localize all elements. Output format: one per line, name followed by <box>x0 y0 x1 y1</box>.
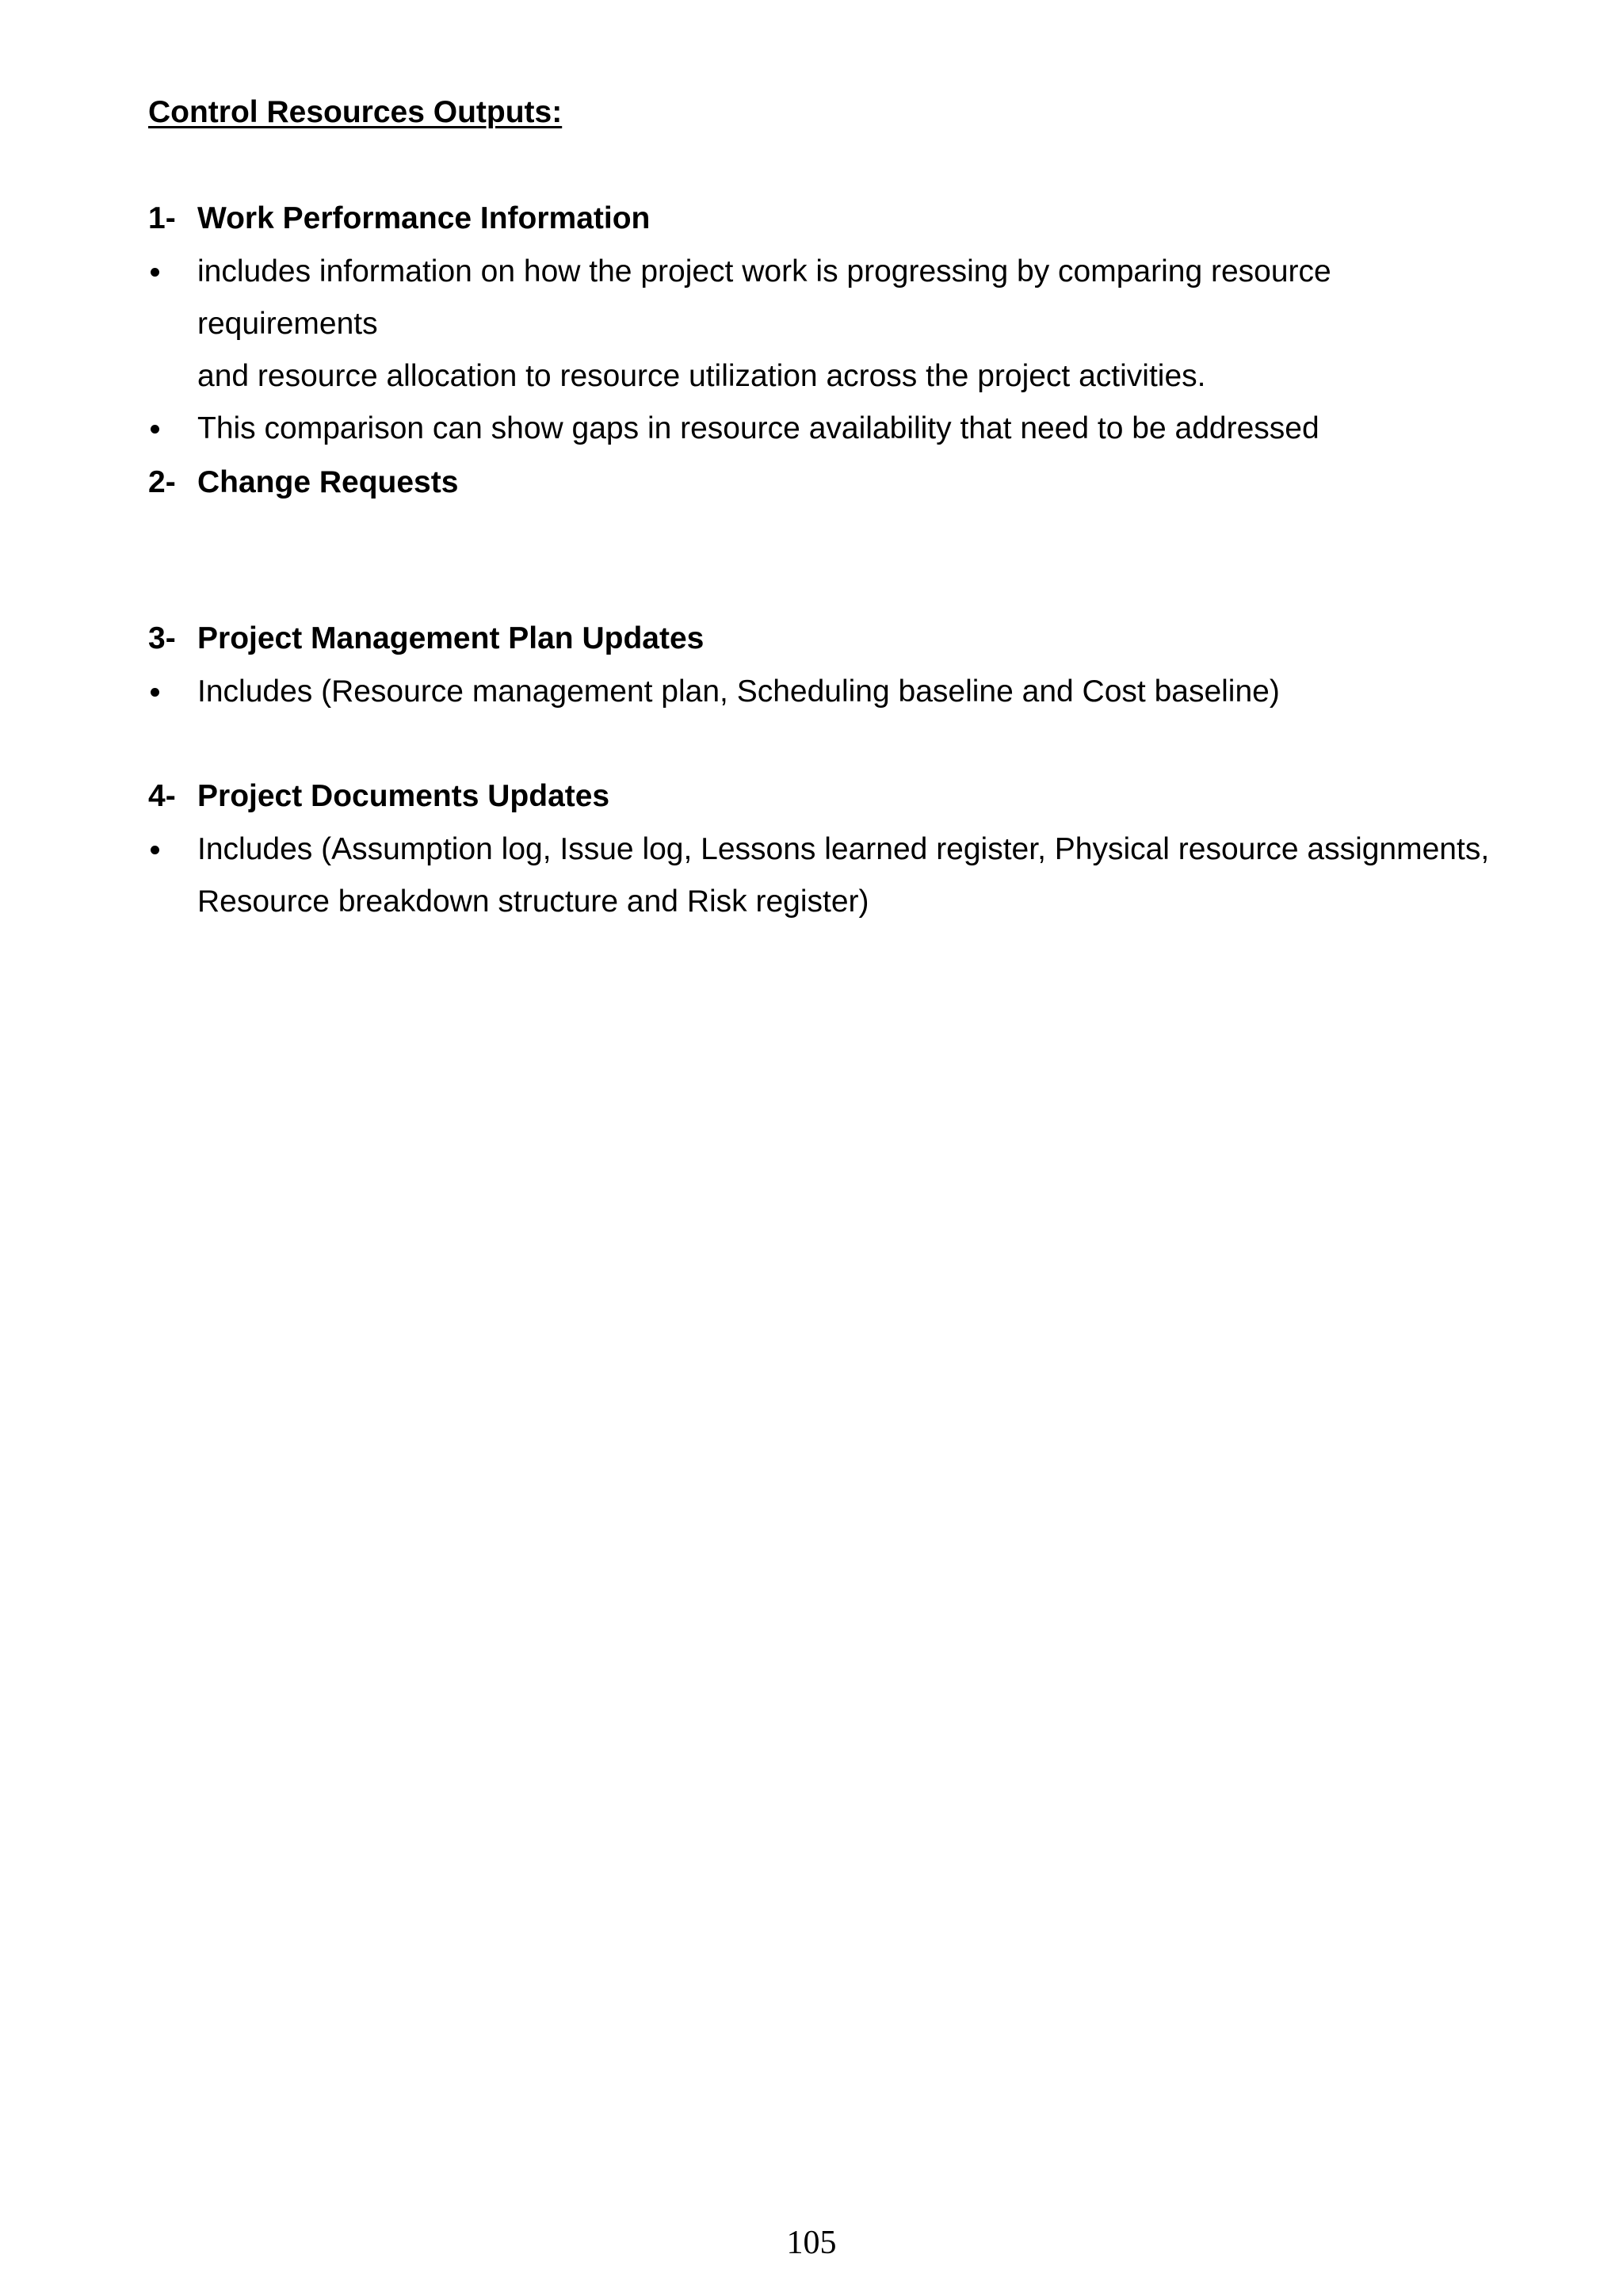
section-heading <box>148 777 1495 816</box>
section-number: 3- <box>148 621 176 655</box>
section-project-management-plan-updates <box>148 620 1495 718</box>
section-heading <box>148 620 1495 658</box>
section-number: 1- <box>148 201 176 235</box>
list-item <box>148 666 1495 718</box>
page-title: Control Resources Outputs: <box>148 95 563 129</box>
bullet-icon <box>148 666 197 718</box>
section-heading-text: Change Requests <box>197 465 459 499</box>
section-heading-text: Project Documents Updates <box>197 779 610 813</box>
section-heading-text: Project Management Plan Updates <box>197 621 705 655</box>
bullet-icon <box>148 246 197 298</box>
list-item <box>148 246 1495 403</box>
section-heading <box>148 200 1495 238</box>
section-project-documents-updates <box>148 777 1495 928</box>
section-number: 2- <box>148 465 176 499</box>
section-number: 4- <box>148 779 176 813</box>
section-change-requests <box>148 464 1495 502</box>
list-item-text: Includes (Assumption log, Issue log, Lessons learned register, Physical resource assignments, Resource breakdown structure and Risk register) <box>197 832 1490 919</box>
section-work-performance-information <box>148 200 1495 455</box>
section-heading <box>148 464 1495 502</box>
list-item-text: This comparison can show gaps in resource availability that need to be addressed <box>197 411 1319 445</box>
section-heading-text: Work Performance Information <box>197 201 651 235</box>
list-item <box>148 403 1495 455</box>
list-item-text: Includes (Resource management plan, Scheduling baseline and Cost baseline) <box>197 674 1280 709</box>
list-item-text: includes information on how the project work is progressing by comparing resource requirements and resource allocation to resource utilization across the project activities. <box>197 254 1331 393</box>
bullet-icon <box>148 823 197 876</box>
bullet-icon <box>148 403 197 455</box>
page-number: 105 <box>786 2225 837 2261</box>
list-item <box>148 823 1495 928</box>
